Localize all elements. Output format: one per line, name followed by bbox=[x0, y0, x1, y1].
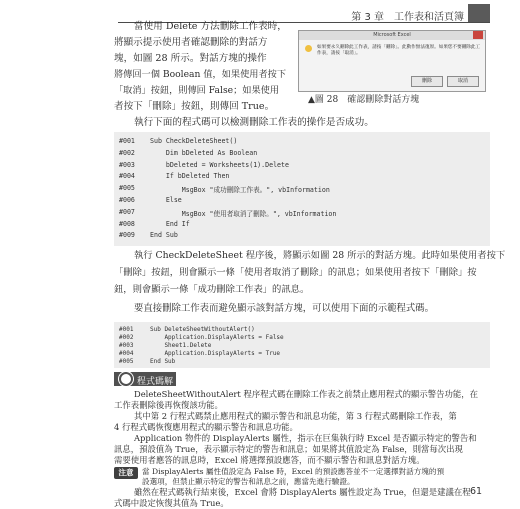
code-line-text: MsgBox "使用者取消了刪除。", vbInformation bbox=[150, 209, 337, 218]
para7-line3: 需要使用者應答的訊息時，Excel 將選擇預設應答，而不顯示警告和訊息對話方塊。 bbox=[114, 455, 425, 465]
delete-confirm-dialog-figure bbox=[298, 30, 486, 92]
code-line-number: #008 bbox=[119, 219, 135, 228]
para1-line5: 「取消」按鈕，則傳回 False；如果使用 bbox=[114, 85, 280, 96]
section-title-code-analysis bbox=[114, 372, 176, 401]
para3-line1: 執行 CheckDeleteSheet 程序後，將顯示如圖 28 所示的對話方塊。此時如果使用者按下 bbox=[134, 250, 506, 261]
code-line-number: #005 bbox=[119, 184, 135, 193]
code-line-number: #009 bbox=[119, 231, 135, 240]
warning-icon bbox=[305, 45, 312, 52]
code-line-text: Sub DeleteSheetWithoutAlert() bbox=[150, 326, 255, 333]
code-line-text: Else bbox=[150, 196, 182, 204]
code-line-text: End If bbox=[150, 219, 190, 228]
dialog-title: Microsoft Excel bbox=[299, 31, 485, 40]
section-title-text: 程式碼解析 bbox=[114, 377, 174, 401]
para1-line3: 塊，如圖 28 所示。對話方塊的操作 bbox=[114, 53, 267, 64]
dialog-message: 如果要永久刪除此工作表，請按「刪除」。此動作無法復原。如果您不要刪除此工作表，請按「取消」。 bbox=[317, 45, 481, 56]
code-line-text: End Sub bbox=[150, 358, 176, 365]
para8-line2: 式碼中設定恢復其值為 True。 bbox=[114, 498, 229, 508]
code-line-text: End Sub bbox=[150, 231, 178, 240]
code-line-number: #001 bbox=[119, 137, 135, 145]
code-line-number: #002 bbox=[119, 148, 135, 157]
code-line-text: MsgBox "成功刪除工作表。", vbInformation bbox=[150, 186, 330, 195]
code-line-text: Dim bDeleted As Boolean bbox=[150, 148, 258, 157]
code-block-delete-without-alert bbox=[114, 322, 490, 368]
code-line-number: #004 bbox=[119, 172, 135, 181]
note-line1: 當 DisplayAlerts 屬性值設定為 False 時，Excel 的預設應答並不一定選擇對話方塊的預 bbox=[142, 467, 445, 476]
para2: 執行下面的程式碼可以檢測刪除工作表的操作是否成功。 bbox=[134, 117, 374, 128]
chapter-tab-marker bbox=[468, 4, 490, 22]
code-block-check-delete bbox=[114, 132, 490, 246]
para1-line6: 者按下「刪除」按鈕，則傳回 True。 bbox=[114, 101, 275, 112]
code-line-text: Application.DisplayAlerts = True bbox=[150, 350, 281, 357]
code-line-number: #003 bbox=[119, 342, 134, 349]
note-line2: 設選項，但禁止顯示特定的警告和訊息之前，應當先進行驗證。 bbox=[142, 477, 355, 486]
para5-line1: DeleteSheetWithoutAlert 程序程式碼在刪除工作表之前禁止應用程式的顯示警告功能，在 bbox=[134, 389, 478, 399]
para4: 要直接刪除工作表而避免顯示該對話方塊，可以使用下面的示範程式碼。 bbox=[134, 303, 435, 314]
dialog-cancel-button: 取消 bbox=[447, 76, 479, 87]
code-line-text: Sheet1.Delete bbox=[150, 342, 212, 349]
para8-line1: 雖然在程式碼執行結束後，Excel 會將 DisplayAlerts 屬性設定為 True，但還是建議在程 bbox=[134, 487, 471, 497]
close-icon bbox=[473, 31, 483, 39]
chapter-header: 第 3 章 工作表和活頁簿 bbox=[351, 12, 464, 23]
gear-icon bbox=[119, 372, 133, 386]
code-line-number: #006 bbox=[119, 196, 135, 204]
dialog-delete-button: 刪除 bbox=[411, 76, 443, 87]
code-line-number: #004 bbox=[119, 350, 134, 357]
code-line-number: #001 bbox=[119, 326, 134, 333]
page-number: 61 bbox=[470, 486, 483, 497]
code-line-number: #003 bbox=[119, 160, 135, 169]
para1-line1: 當使用 Delete 方法刪除工作表時， bbox=[134, 21, 287, 32]
para7-line2: 訊息，預設值為 True，表示顯示特定的警告和訊息；如果將其值設定為 False，則當每次出現 bbox=[114, 444, 463, 454]
para3-line2: 「刪除」按鈕，則會顯示一條「使用者取消了刪除」的訊息；如果使用者按下「刪除」按 bbox=[114, 267, 477, 278]
code-line-number: #007 bbox=[119, 207, 135, 216]
code-line-text: If bDeleted Then bbox=[150, 172, 230, 181]
code-line-text: Application.DisplayAlerts = False bbox=[150, 334, 284, 341]
para6-line2: 4 行程式碼恢復應用程式的顯示警告和訊息功能。 bbox=[114, 422, 298, 432]
para1-line2: 將顯示提示使用者確認刪除的對話方 bbox=[114, 37, 268, 48]
code-line-number: #002 bbox=[119, 334, 134, 341]
code-line-text: bDeleted = Worksheets(1).Delete bbox=[150, 160, 289, 169]
code-line-number: #005 bbox=[119, 358, 134, 365]
para3-line3: 鈕，則會顯示一條「成功刪除工作表」的訊息。 bbox=[114, 284, 310, 295]
note-tag: 注意 bbox=[114, 467, 138, 479]
para5-line2: 工作表刪除後再恢復該功能。 bbox=[114, 400, 223, 410]
para6-line1: 其中第 2 行程式碼禁止應用程式的顯示警告和訊息功能，第 3 行程式碼刪除工作表，第 bbox=[134, 411, 457, 421]
para1-line4: 將傳回一個 Boolean 值，如果使用者按下 bbox=[114, 69, 287, 80]
code-line-text: Sub CheckDeleteSheet() bbox=[150, 137, 238, 145]
figure-caption: ▲圖 28 確認刪除對話方塊 bbox=[308, 95, 420, 105]
para7-line1: Application 物件的 DisplayAlerts 屬性，指示在巨集執行時 Excel 是否顯示特定的警告和 bbox=[134, 433, 477, 443]
